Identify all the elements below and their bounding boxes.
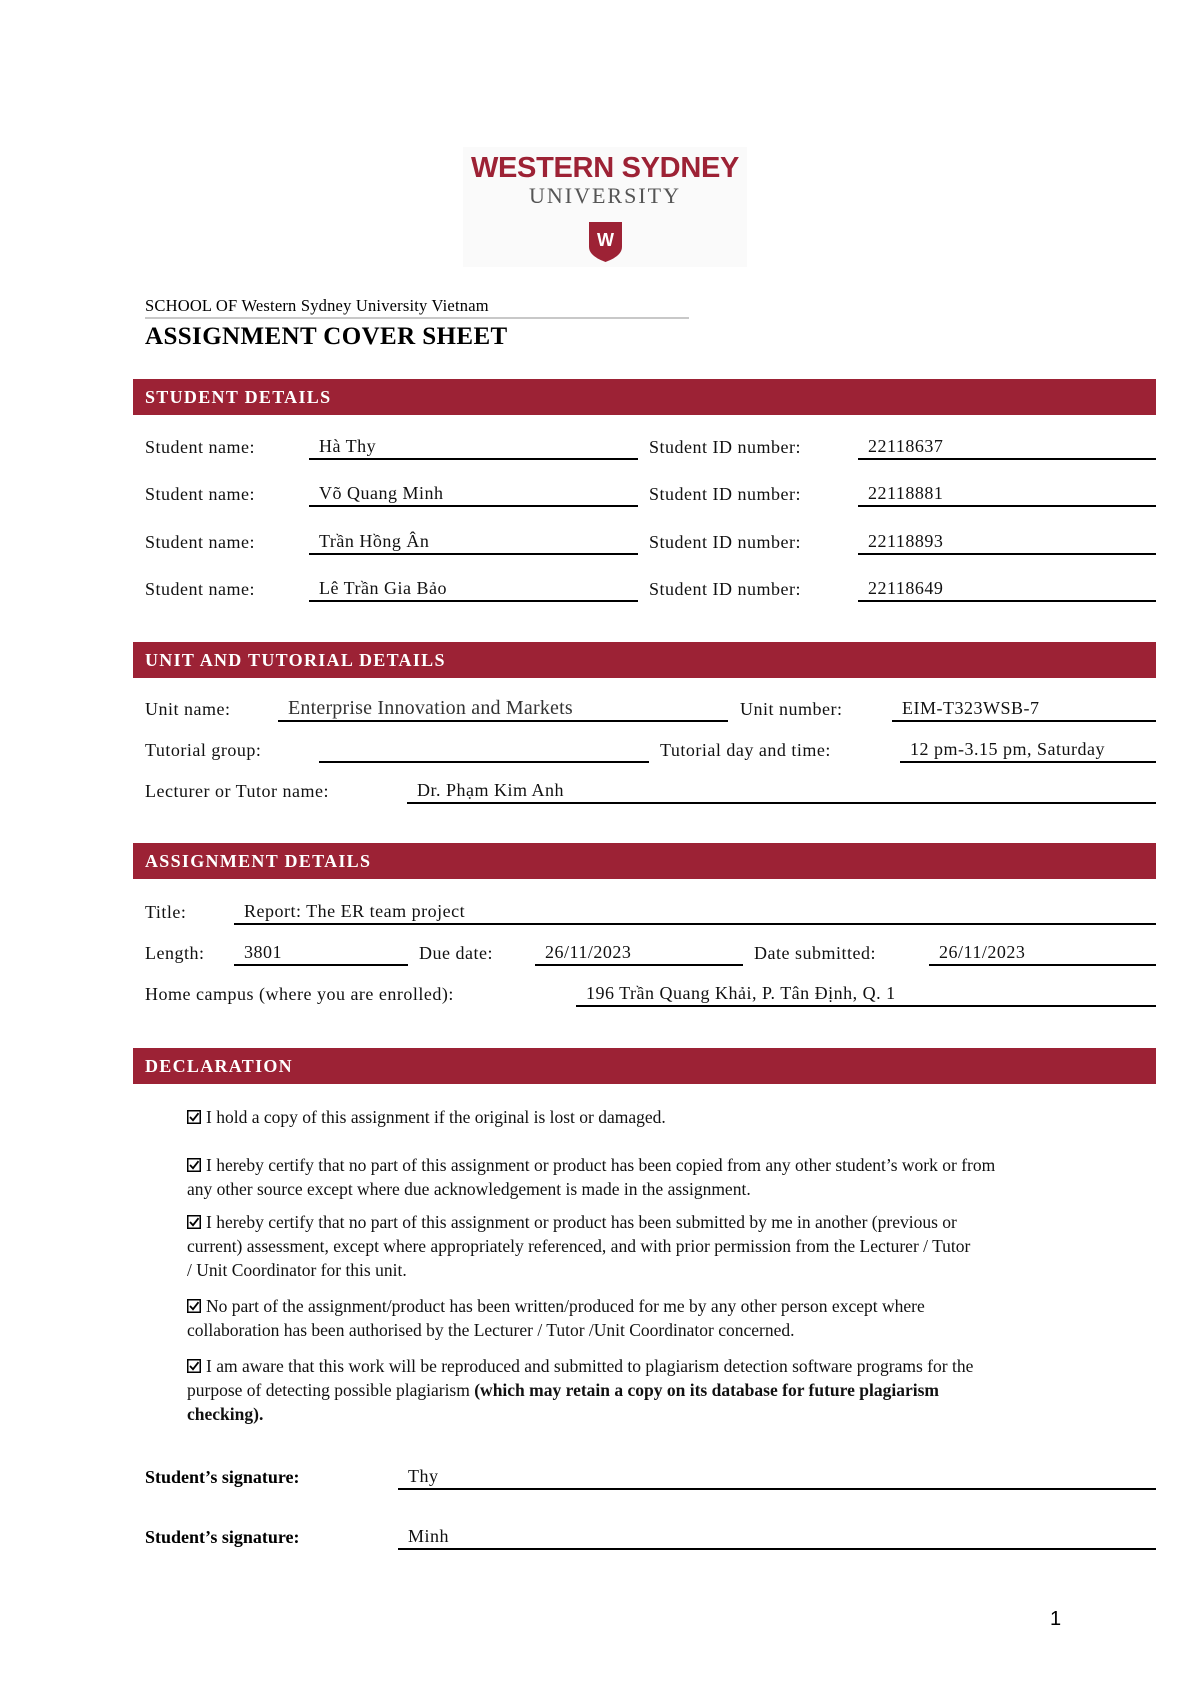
- due-date-label: Due date:: [419, 943, 493, 963]
- tutorial-group-field: [319, 737, 649, 763]
- declaration-text: any other source except where due acknowledgement is made in the assignment.: [187, 1179, 751, 1199]
- student-id-field: 22118881: [858, 481, 1156, 507]
- declaration-item: [187, 1354, 973, 1426]
- page-title: ASSIGNMENT COVER SHEET: [145, 323, 508, 350]
- declaration-item: [187, 1153, 995, 1201]
- assignment-title-field: Report: The ER team project: [234, 899, 1156, 925]
- logo-mark: W: [597, 230, 614, 250]
- university-logo: [463, 147, 747, 267]
- date-submitted-label: Date submitted:: [754, 943, 876, 963]
- declaration-bold-text: (which may retain a copy on its database for future plagiarism: [474, 1380, 939, 1400]
- declaration-text: No part of the assignment/product has been written/produced for me by any other person except where: [206, 1296, 925, 1316]
- unit-name-field: Enterprise Innovation and Markets: [278, 696, 728, 722]
- declaration-text: I hereby certify that no part of this assignment or product has been copied from any other student’s work or from: [206, 1155, 996, 1175]
- university-shield-icon: [589, 222, 622, 262]
- page-number: 1: [1050, 1608, 1062, 1630]
- declaration-text: I hereby certify that no part of this assignment or product has been submitted by me in another (previous or: [206, 1212, 957, 1232]
- student-name-field: Lê Trần Gia Bảo: [309, 576, 638, 602]
- signature-field: Minh: [398, 1524, 1156, 1550]
- student-id-label: Student ID number:: [649, 532, 801, 552]
- declaration-item: [187, 1210, 970, 1282]
- home-campus-field: 196 Trần Quang Khải, P. Tân Định, Q. 1: [576, 981, 1156, 1007]
- signature-label: Student’s signature:: [145, 1467, 300, 1487]
- checkbox-checked-icon: [187, 1299, 201, 1313]
- declaration-text: collaboration has been authorised by the Lecturer / Tutor /Unit Coordinator concerned.: [187, 1320, 795, 1340]
- student-id-label: Student ID number:: [649, 484, 801, 504]
- home-campus-label: Home campus (where you are enrolled):: [145, 984, 454, 1004]
- checkbox-checked-icon: [187, 1359, 201, 1373]
- lecturer-field: Dr. Phạm Kim Anh: [407, 778, 1156, 804]
- student-id-label: Student ID number:: [649, 437, 801, 457]
- length-field: 3801: [234, 940, 408, 966]
- section-header-student-details: STUDENT DETAILS: [133, 379, 1156, 415]
- section-header-declaration: DECLARATION: [133, 1048, 1156, 1084]
- lecturer-label: Lecturer or Tutor name:: [145, 781, 329, 801]
- student-id-label: Student ID number:: [649, 579, 801, 599]
- checkbox-checked-icon: [187, 1110, 201, 1124]
- tutorial-time-label: Tutorial day and time:: [660, 740, 831, 760]
- student-name-label: Student name:: [145, 532, 255, 552]
- due-date-field: 26/11/2023: [535, 940, 743, 966]
- declaration-text: I hold a copy of this assignment if the original is lost or damaged.: [206, 1107, 666, 1127]
- logo-subtitle: UNIVERSITY: [529, 183, 681, 208]
- student-name-field: Hà Thy: [309, 434, 638, 460]
- student-name-label: Student name:: [145, 437, 255, 457]
- declaration-text: / Unit Coordinator for this unit.: [187, 1260, 407, 1280]
- student-name-label: Student name:: [145, 579, 255, 599]
- checkbox-checked-icon: [187, 1158, 201, 1172]
- unit-number-field: EIM-T323WSB-7: [892, 696, 1156, 722]
- declaration-text: current) assessment, except where appropriately referenced, and with prior permission from the Lecturer / Tutor: [187, 1236, 971, 1256]
- student-name-field: Võ Quang Minh: [309, 481, 638, 507]
- student-name-label: Student name:: [145, 484, 255, 504]
- school-underline: [145, 317, 689, 319]
- date-submitted-field: 26/11/2023: [929, 940, 1156, 966]
- logo-wordmark: WESTERN SYDNEY: [470, 152, 740, 184]
- assignment-title-label: Title:: [145, 902, 187, 922]
- declaration-item: [187, 1105, 666, 1129]
- declaration-text: I am aware that this work will be reproduced and submitted to plagiarism detection software programs for the: [206, 1356, 974, 1376]
- declaration-text: purpose of detecting possible plagiarism: [187, 1380, 475, 1400]
- declaration-item: [187, 1294, 925, 1342]
- student-name-field: Trần Hồng Ân: [309, 529, 638, 555]
- student-id-field: 22118649: [858, 576, 1156, 602]
- signature-field: Thy: [398, 1464, 1156, 1490]
- declaration-bold-text: checking).: [187, 1404, 264, 1424]
- school-line: SCHOOL OF Western Sydney University Vietnam: [145, 296, 489, 315]
- tutorial-group-label: Tutorial group:: [145, 740, 262, 760]
- unit-name-label: Unit name:: [145, 699, 231, 719]
- unit-number-label: Unit number:: [740, 699, 843, 719]
- signature-label: Student’s signature:: [145, 1527, 300, 1547]
- section-header-unit-details: UNIT AND TUTORIAL DETAILS: [133, 642, 1156, 678]
- section-header-assignment-details: ASSIGNMENT DETAILS: [133, 843, 1156, 879]
- length-label: Length:: [145, 943, 205, 963]
- checkbox-checked-icon: [187, 1215, 201, 1229]
- student-id-field: 22118637: [858, 434, 1156, 460]
- tutorial-time-field: 12 pm-3.15 pm, Saturday: [900, 737, 1156, 763]
- student-id-field: 22118893: [858, 529, 1156, 555]
